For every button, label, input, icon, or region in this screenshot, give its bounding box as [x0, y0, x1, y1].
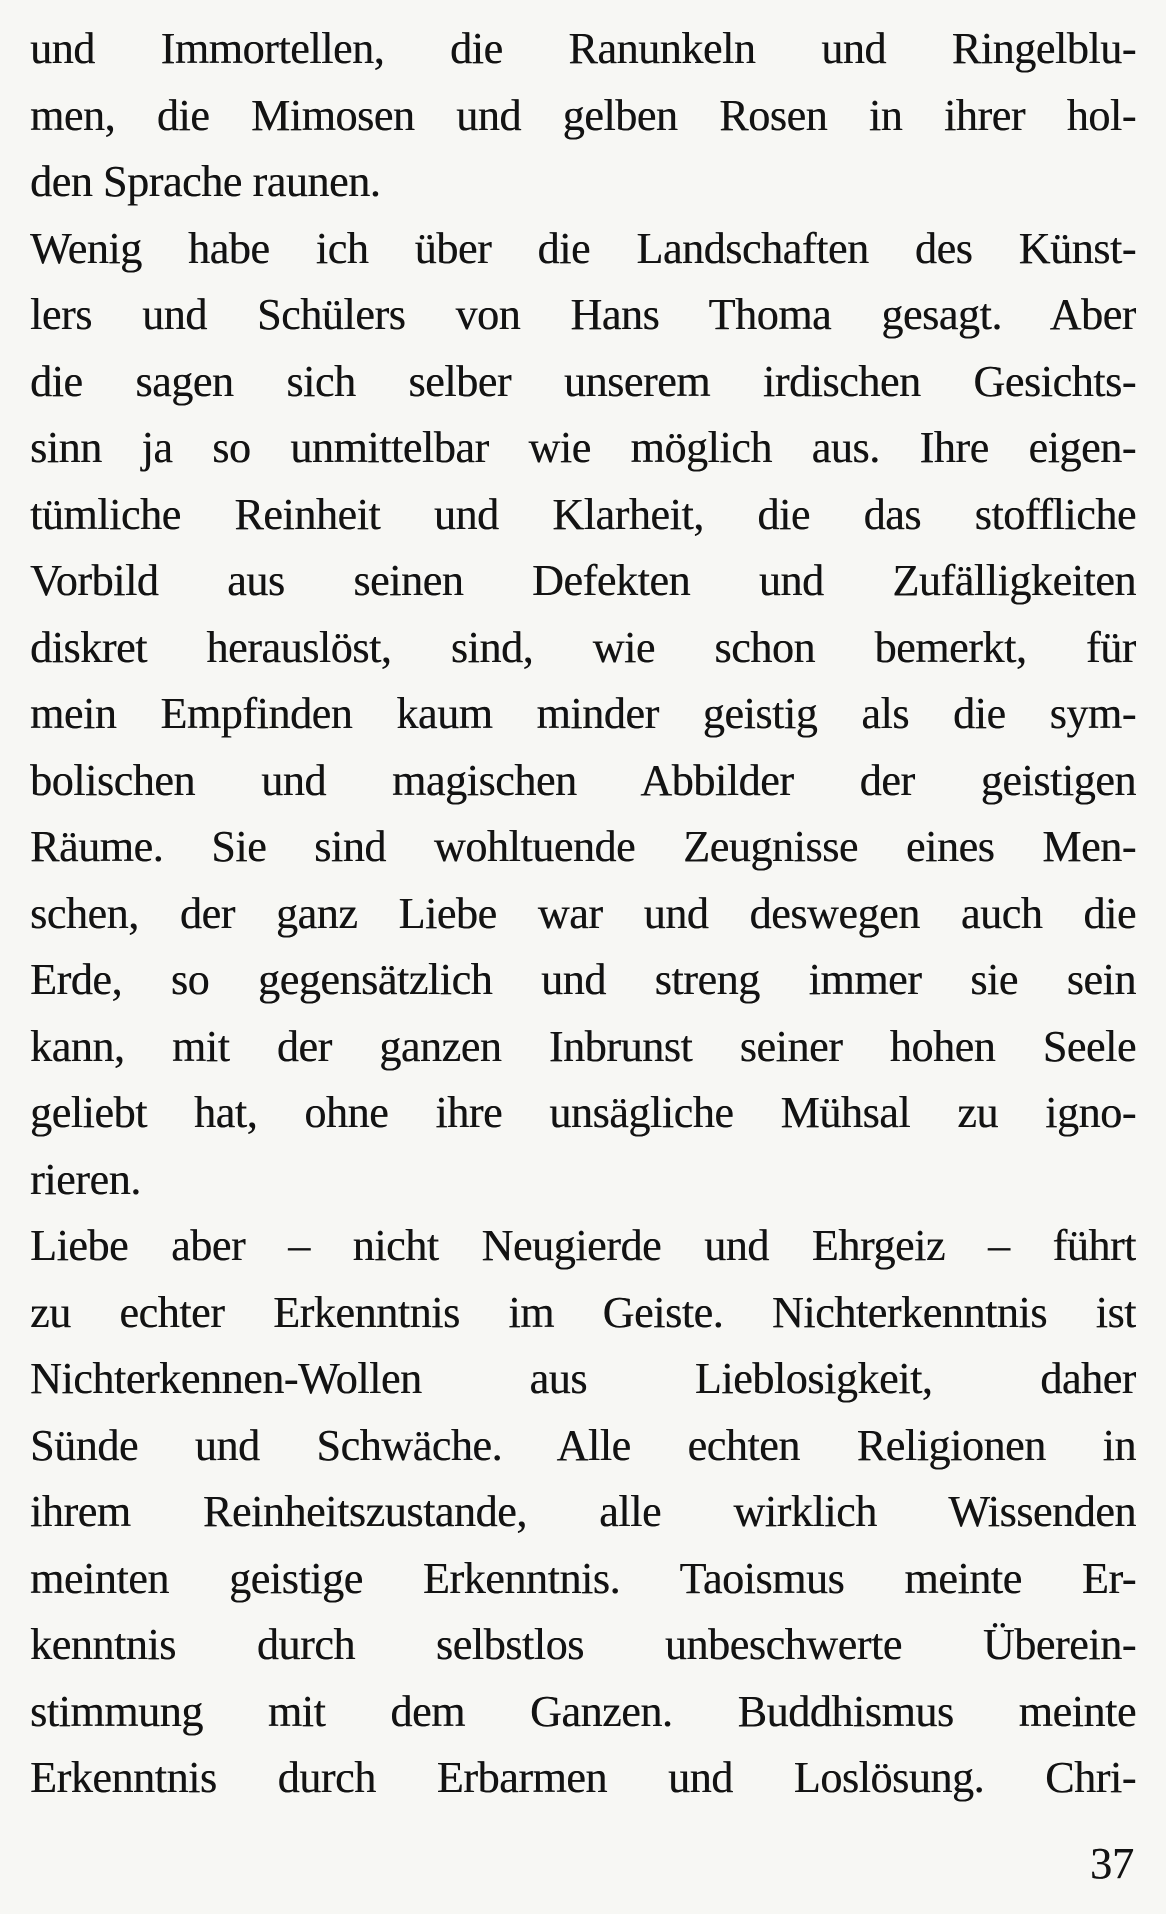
text-line: Räume. Sie sind wohltuende Zeugnisse eines Men- [30, 822, 1136, 871]
text-line: Liebe aber – nicht Neugierde und Ehrgeiz – führt [30, 1221, 1136, 1270]
text-line: die sagen sich selber unserem irdischen Gesichts- [30, 356, 1136, 406]
text-line: lers und Schülers von Hans Thoma gesagt. Aber [30, 290, 1136, 339]
text-line: Sünde und Schwäche. Alle echten Religionen in [30, 1420, 1136, 1470]
text-line: zu echter Erkenntnis im Geiste. Nichterkenntnis ist [30, 1287, 1136, 1337]
text-line: Nichterkennen-Wollen aus Lieblosigkeit, daher [30, 1354, 1136, 1403]
text-line: Vorbild aus seinen Defekten und Zufälligkeiten [30, 556, 1136, 605]
text-line: tümliche Reinheit und Klarheit, die das stoffliche [30, 489, 1136, 539]
text-line: meinten geistige Erkenntnis. Taoismus meinte Er- [30, 1553, 1136, 1603]
text-line: stimmung mit dem Ganzen. Buddhismus meinte [30, 1686, 1136, 1736]
text-line: Erkenntnis durch Erbarmen und Loslösung. Chri- [30, 1753, 1136, 1802]
text-line: diskret herauslöst, sind, wie schon bemerkt, für [30, 622, 1136, 672]
text-line: kann, mit der ganzen Inbrunst seiner hohen Seele [30, 1021, 1136, 1071]
text-line: Erde, so gegensätzlich und streng immer sie sein [30, 955, 1136, 1004]
text-line: bolischen und magischen Abbilder der geistigen [30, 755, 1136, 805]
text-line: Wenig habe ich über die Landschaften des Künst- [30, 223, 1136, 273]
text-line: sinn ja so unmittelbar wie möglich aus. Ihre eigen- [30, 423, 1136, 472]
text-block [30, 16, 1136, 1812]
text-line: mein Empfinden kaum minder geistig als die sym- [30, 689, 1136, 738]
text-line: den Sprache raunen. [30, 157, 381, 206]
text-line: kenntnis durch selbstlos unbeschwerte Überein- [30, 1620, 1136, 1669]
text-line: men, die Mimosen und gelben Rosen in ihrer hol- [30, 90, 1136, 140]
page-number: 37 [1090, 1839, 1134, 1888]
text-line: rieren. [30, 1154, 141, 1204]
text-line: und Immortellen, die Ranunkeln und Ringelblu- [30, 24, 1136, 73]
text-line: geliebt hat, ohne ihre unsägliche Mühsal zu igno- [30, 1088, 1136, 1137]
text-line: schen, der ganz Liebe war und deswegen auch die [30, 888, 1136, 938]
text-line: ihrem Reinheitszustande, alle wirklich Wissenden [30, 1487, 1136, 1536]
